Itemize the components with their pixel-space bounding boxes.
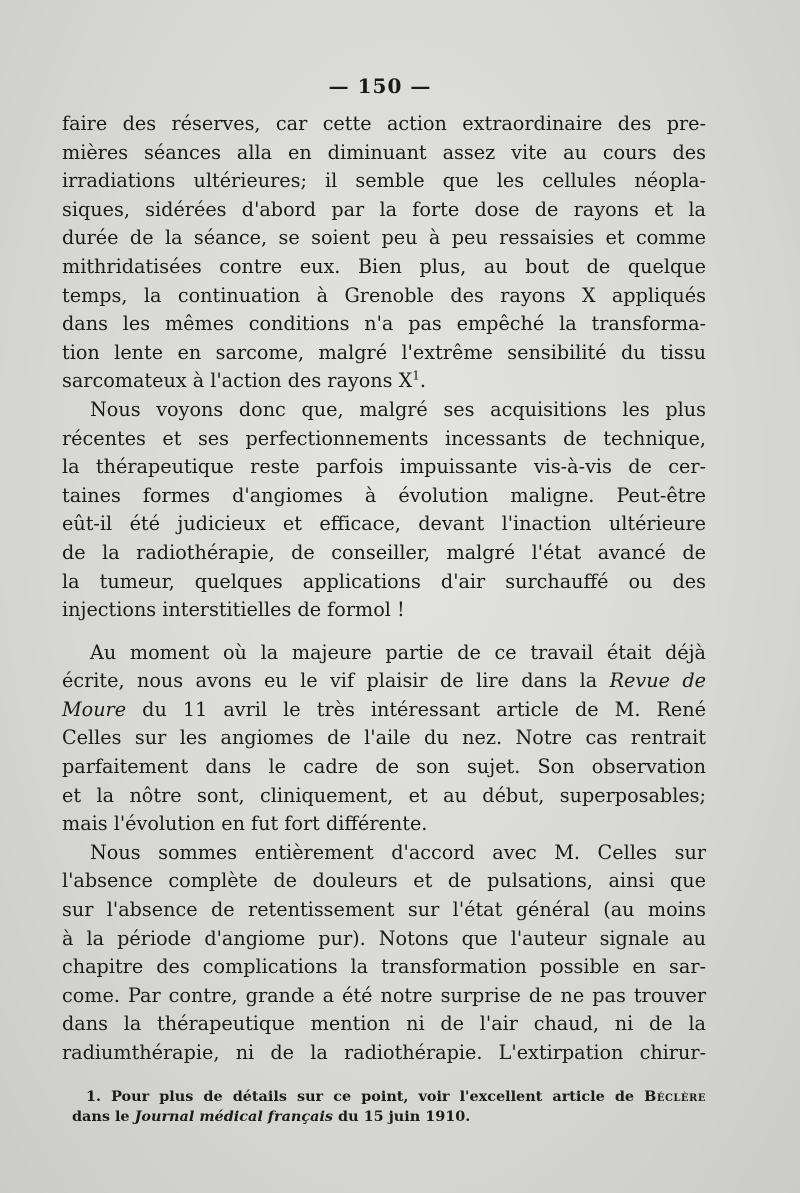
text-line: et la nôtre sont, cliniquement, et au début, superposables;: [62, 783, 706, 807]
text-line: dans la thérapeutique mention ni de l'air chaud, ni de la: [62, 1012, 706, 1036]
footnote-marker: 1: [412, 368, 420, 383]
text-line: radiumthérapie, ni de la radiothérapie. L'extirpation chirur-: [62, 1041, 706, 1064]
paragraph-start: Nous sommes entièrement d'accord avec M. Celles sur: [90, 840, 706, 864]
paragraph-start: Nous voyons donc que, malgré ses acquisitions les plus: [90, 397, 706, 421]
text-line: [62, 667, 706, 696]
text-line: tion lente en sarcome, malgré l'extrême sensibilité du tissu: [62, 340, 706, 364]
text-span: du 11 avril le très intéressant article de M. René: [142, 697, 706, 721]
footnote-line: [72, 1087, 706, 1107]
footnote-line: [72, 1107, 706, 1127]
text-line: à la période d'angiome pur). Notons que l'auteur signale au: [62, 926, 706, 950]
text-line: injections interstitielles de formol !: [62, 598, 405, 622]
text-line: come. Par contre, grande a été notre surprise de ne pas trouver: [62, 983, 706, 1007]
text-line: faire des réserves, car cette action extraordinaire des pre-: [62, 112, 706, 135]
footnote-author: Béclère: [644, 1088, 706, 1105]
text-line: sur l'absence de retentissement sur l'état général (au moins: [62, 898, 706, 922]
text-line: chapitre des complications la transformation possible en sar-: [62, 955, 706, 979]
text-line: siques, sidérées d'abord par la forte dose de rayons et la: [62, 197, 706, 221]
text-line: eût-il été judicieux et efficace, devant l'inaction ultérieure: [62, 512, 706, 536]
footnote-journal: Journal médical français: [134, 1108, 334, 1125]
text-line: durée de la séance, se soient peu à peu ressaisies et comme: [62, 226, 706, 250]
text-line: Celles sur les angiomes de l'aile du nez. Notre cas rentrait: [62, 726, 706, 750]
text-line: la tumeur, quelques applications d'air surchauffé ou des: [62, 569, 706, 593]
text-span: sarcomateux à l'action des rayons X: [62, 369, 413, 393]
footnote-text: du 15 juin 1910.: [338, 1108, 471, 1125]
footnote-text: 1. Pour plus de détails sur ce point, voir l'excellent article de: [86, 1088, 635, 1105]
journal-title: Revue de: [609, 669, 707, 693]
text-line: dans les mêmes conditions n'a pas empêché la transforma-: [62, 312, 706, 336]
text-line: mithridatisées contre eux. Bien plus, au bout de quelque: [62, 254, 706, 278]
text-line: l'absence complète de douleurs et de pulsations, ainsi que: [62, 869, 706, 893]
text-line: taines formes d'angiomes à évolution maligne. Peut-être: [62, 483, 706, 507]
text-line: la thérapeutique reste parfois impuissante vis-à-vis de cer-: [62, 455, 706, 479]
text-line: temps, la continuation à Grenoble des rayons X appliqués: [62, 283, 706, 307]
text-line: de la radiothérapie, de conseiller, malgré l'état avancé de: [62, 540, 706, 564]
text-line: [62, 696, 706, 725]
page-number: — 150 —: [328, 74, 432, 98]
journal-title: Moure: [62, 697, 127, 721]
text-line: parfaitement dans le cadre de son sujet. Son observation: [62, 755, 706, 779]
text-span: écrite, nous avons eu le vif plaisir de lire dans la: [62, 669, 598, 693]
body-text: [62, 110, 706, 1068]
text-line: sarcomateux à l'action des rayons $X^1$.: [62, 368, 427, 393]
paragraph-start: Au moment où la majeure partie de ce travail était déjà: [90, 640, 706, 664]
text-line: mières séances alla en diminuant assez vite au cours des: [62, 140, 706, 164]
footnote-text: dans le: [72, 1108, 130, 1125]
paragraph-gap: [62, 625, 706, 639]
text-line: mais l'évolution en fut fort différente.: [62, 812, 428, 836]
text-line: irradiations ultérieures; il semble que les cellules néopla-: [62, 169, 706, 193]
footnote: [72, 1087, 706, 1127]
text-line: récentes et ses perfectionnements incessants de technique,: [62, 426, 706, 450]
